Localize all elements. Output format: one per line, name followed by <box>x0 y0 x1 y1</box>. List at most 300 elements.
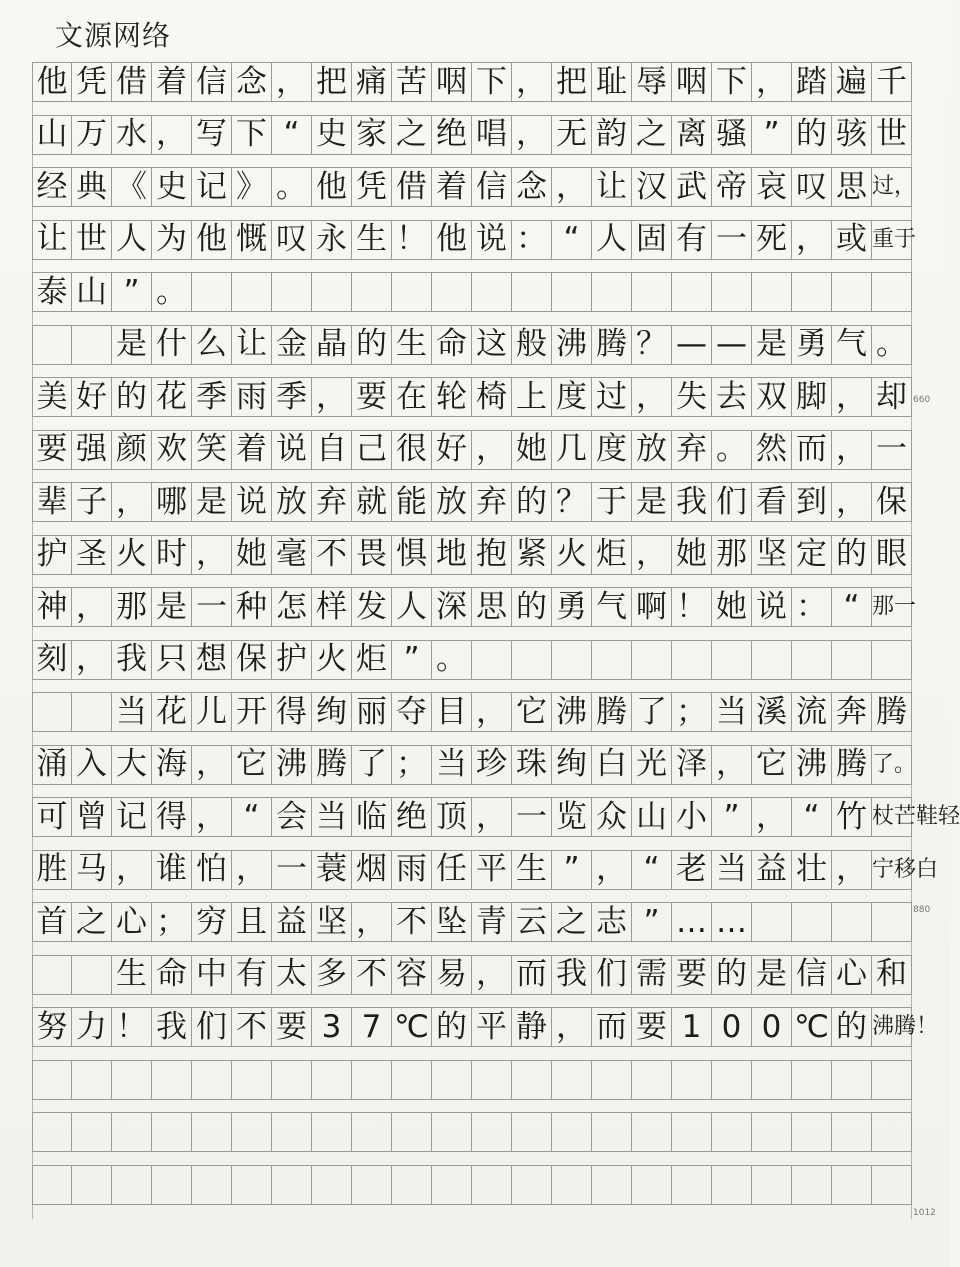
grid-cell: 深 <box>432 587 472 627</box>
grid-cell: 临 <box>352 797 392 837</box>
grid-cell: 他 <box>432 220 472 260</box>
grid-cell: 的 <box>512 587 552 627</box>
grid-cell <box>232 272 272 312</box>
grid-cell: 腾 <box>592 325 632 365</box>
grid-cell: 能 <box>392 482 432 522</box>
grid-cell: 上 <box>512 377 552 417</box>
grid-row <box>32 1007 939 1061</box>
grid-cell: 勇 <box>792 325 832 365</box>
grid-cell: 哀 <box>752 167 792 207</box>
grid-cell <box>592 272 632 312</box>
grid-cell <box>512 640 552 680</box>
grid-cell: 子 <box>72 482 112 522</box>
grid-cell <box>512 272 552 312</box>
grid-cell: 要 <box>672 955 712 995</box>
grid-cell: 典 <box>72 167 112 207</box>
grid-cell: 心 <box>112 902 152 942</box>
grid-cell: ； <box>392 745 432 785</box>
grid-cell: 心 <box>832 955 872 995</box>
grid-cell: 慨 <box>232 220 272 260</box>
grid-cell <box>712 1060 752 1100</box>
grid-cell <box>432 1112 472 1152</box>
grid-cell: 帝 <box>712 167 752 207</box>
grid-cell: 0 <box>712 1007 752 1047</box>
grid-cell <box>752 1060 792 1100</box>
grid-cell: ， <box>832 430 872 470</box>
grid-cell: — <box>672 325 712 365</box>
grid-cell <box>712 1112 752 1152</box>
grid-cell: 得 <box>152 797 192 837</box>
grid-cell: ， <box>472 692 512 732</box>
grid-cell <box>232 1112 272 1152</box>
grid-cell: 弃 <box>312 482 352 522</box>
grid-cell: 她 <box>712 587 752 627</box>
grid-cell: 为 <box>152 220 192 260</box>
grid-cell <box>832 1112 872 1152</box>
grid-cell <box>552 640 592 680</box>
grid-cell <box>192 1165 232 1205</box>
grid-cell: 苦 <box>392 62 432 102</box>
grid-cell: 好 <box>432 430 472 470</box>
grid-cell: 保 <box>872 482 912 522</box>
grid-cell: 命 <box>152 955 192 995</box>
grid-cell: 们 <box>592 955 632 995</box>
grid-cell: 让 <box>32 220 72 260</box>
grid-cell: 却 <box>872 377 912 417</box>
grid-cell: 紧 <box>512 535 552 575</box>
grid-cell: 季 <box>272 377 312 417</box>
grid-cell: 而 <box>792 430 832 470</box>
grid-row <box>32 482 912 536</box>
grid-cell: 经 <box>32 167 72 207</box>
grid-cell <box>312 1112 352 1152</box>
grid-cell: 大 <box>112 745 152 785</box>
grid-cell: 之 <box>552 902 592 942</box>
grid-cell <box>312 272 352 312</box>
grid-cell: 椅 <box>472 377 512 417</box>
grid-cell: 的 <box>832 535 872 575</box>
grid-cell: 儿 <box>192 692 232 732</box>
grid-cell: 信 <box>192 62 232 102</box>
grid-cell <box>312 1165 352 1205</box>
grid-cell: 度 <box>592 430 632 470</box>
grid-cell: 人 <box>112 220 152 260</box>
grid-cell: 的 <box>352 325 392 365</box>
grid-cell: 毫 <box>272 535 312 575</box>
grid-cell: 记 <box>192 167 232 207</box>
grid-cell: ， <box>192 535 232 575</box>
grid-cell: 放 <box>432 482 472 522</box>
grid-cell <box>712 1165 752 1205</box>
grid-cell: 他 <box>192 220 232 260</box>
grid-cell: 骇 <box>832 115 872 155</box>
grid-cell: 它 <box>512 692 552 732</box>
grid-cell <box>392 1060 432 1100</box>
grid-cell <box>352 1165 392 1205</box>
grid-cell: 花 <box>152 692 192 732</box>
grid-cell <box>752 902 792 942</box>
grid-cell: 青 <box>472 902 512 942</box>
grid-cell: ， <box>312 377 352 417</box>
grid-cell: 颜 <box>112 430 152 470</box>
grid-row <box>32 745 917 799</box>
grid-cell: 耻 <box>592 62 632 102</box>
grid-cell: 说 <box>472 220 512 260</box>
grid-cell <box>792 1060 832 1100</box>
grid-cell: ， <box>512 115 552 155</box>
grid-cell: 顶 <box>432 797 472 837</box>
grid-cell: 珍 <box>472 745 512 785</box>
grid-cell: 。 <box>272 167 312 207</box>
grid-cell: 踏 <box>792 62 832 102</box>
grid-cell: ， <box>832 482 872 522</box>
grid-cell: 下 <box>232 115 272 155</box>
grid-cell: 不 <box>352 955 392 995</box>
grid-cell: ， <box>552 167 592 207</box>
grid-cell: 下 <box>472 62 512 102</box>
grid-cell: 而 <box>592 1007 632 1047</box>
grid-cell <box>752 1112 792 1152</box>
grid-cell: 放 <box>272 482 312 522</box>
grid-cell: 强 <box>72 430 112 470</box>
grid-cell: 平 <box>472 1007 512 1047</box>
grid-cell: 夺 <box>392 692 432 732</box>
grid-cell: 腾 <box>592 692 632 732</box>
grid-cell <box>832 902 872 942</box>
grid-cell: 时 <box>152 535 192 575</box>
grid-cell: 是 <box>152 587 192 627</box>
grid-row <box>32 115 912 169</box>
grid-cell <box>792 640 832 680</box>
grid-cell: ， <box>632 377 672 417</box>
grid-cell: 弃 <box>472 482 512 522</box>
grid-cell: 沸 <box>552 692 592 732</box>
grid-cell: 骚 <box>712 115 752 155</box>
grid-cell: 轮 <box>432 377 472 417</box>
grid-cell: 下 <box>712 62 752 102</box>
grid-cell <box>72 692 112 732</box>
grid-cell <box>72 1060 112 1100</box>
grid-cell: 沸 <box>272 745 312 785</box>
grid-cell: 叹 <box>792 167 832 207</box>
grid-cell: 永 <box>312 220 352 260</box>
grid-cell: 奔 <box>832 692 872 732</box>
grid-cell: 离 <box>672 115 712 155</box>
grid-cell: 绝 <box>432 115 472 155</box>
grid-cell: 火 <box>112 535 152 575</box>
grid-cell: 沸 <box>552 325 592 365</box>
grid-cell: 绚 <box>312 692 352 732</box>
grid-cell: 马 <box>72 850 112 890</box>
grid-cell: 努 <box>32 1007 72 1047</box>
grid-cell: 多 <box>312 955 352 995</box>
grid-cell <box>272 1060 312 1100</box>
grid-cell: 花 <box>152 377 192 417</box>
grid-cell: 小 <box>672 797 712 837</box>
grid-cell: 啊 <box>632 587 672 627</box>
grid-cell <box>632 640 672 680</box>
grid-cell: ” <box>112 272 152 312</box>
grid-cell <box>672 640 712 680</box>
grid-cell: 的 <box>512 482 552 522</box>
grid-cell: 这 <box>472 325 512 365</box>
grid-cell: 命 <box>432 325 472 365</box>
grid-cell: ！ <box>672 587 712 627</box>
grid-cell <box>472 1112 512 1152</box>
grid-cell <box>752 640 792 680</box>
grid-cell: 想 <box>192 640 232 680</box>
grid-cell: 眼 <box>872 535 912 575</box>
grid-cell <box>592 1165 632 1205</box>
grid-cell: 记 <box>112 797 152 837</box>
grid-cell: 要 <box>272 1007 312 1047</box>
grid-cell: 失 <box>672 377 712 417</box>
grid-cell: 我 <box>552 955 592 995</box>
grid-cell: 或 <box>832 220 872 260</box>
grid-row <box>32 377 912 431</box>
grid-cell: 当 <box>712 692 752 732</box>
grid-cell: 竹 <box>832 797 872 837</box>
grid-cell <box>352 272 392 312</box>
grid-row <box>32 640 912 694</box>
grid-cell: 生 <box>112 955 152 995</box>
grid-cell: 了 <box>632 692 672 732</box>
grid-cell: 辈 <box>32 482 72 522</box>
grid-cell: 那一 <box>872 587 912 627</box>
grid-cell: 度 <box>552 377 592 417</box>
grid-cell: 他 <box>32 62 72 102</box>
grid-cell: … <box>712 902 752 942</box>
grid-cell: 水 <box>112 115 152 155</box>
grid-cell: 很 <box>392 430 432 470</box>
grid-cell <box>672 1165 712 1205</box>
grid-cell: 于 <box>592 482 632 522</box>
grid-cell: 。 <box>712 430 752 470</box>
grid-cell <box>432 1060 472 1100</box>
grid-cell: 放 <box>632 430 672 470</box>
grid-cell: 她 <box>512 430 552 470</box>
grid-cell <box>392 272 432 312</box>
grid-cell: 涌 <box>32 745 72 785</box>
grid-cell <box>512 1165 552 1205</box>
grid-cell: 中 <box>192 955 232 995</box>
grid-cell: 弃 <box>672 430 712 470</box>
grid-cell: 志 <box>592 902 632 942</box>
grid-cell: 么 <box>192 325 232 365</box>
row-gap <box>32 1205 912 1219</box>
grid-cell: ， <box>512 62 552 102</box>
grid-cell: 己 <box>352 430 392 470</box>
grid-cell: 的 <box>832 1007 872 1047</box>
grid-cell: ” <box>712 797 752 837</box>
grid-cell: 然 <box>752 430 792 470</box>
grid-cell: ， <box>832 377 872 417</box>
grid-cell: 蓑 <box>312 850 352 890</box>
grid-cell: 。 <box>432 640 472 680</box>
grid-cell: 的 <box>432 1007 472 1047</box>
grid-cell: 一 <box>272 850 312 890</box>
grid-cell <box>752 272 792 312</box>
grid-cell <box>552 1060 592 1100</box>
grid-cell: 之 <box>392 115 432 155</box>
grid-cell: 让 <box>592 167 632 207</box>
grid-cell: ， <box>472 797 512 837</box>
grid-cell: “ <box>792 797 832 837</box>
grid-cell <box>832 1060 872 1100</box>
grid-cell: 们 <box>192 1007 232 1047</box>
grid-cell <box>32 325 72 365</box>
grid-cell: ？ <box>632 325 672 365</box>
grid-cell: “ <box>632 850 672 890</box>
grid-cell: 壮 <box>792 850 832 890</box>
grid-cell: ， <box>192 745 232 785</box>
grid-cell: 们 <box>712 482 752 522</box>
grid-cell <box>512 1112 552 1152</box>
grid-cell <box>872 902 912 942</box>
grid-cell: 和 <box>872 955 912 995</box>
grid-cell: 念 <box>512 167 552 207</box>
grid-cell: ， <box>232 850 272 890</box>
grid-cell: 腾 <box>872 692 912 732</box>
grid-cell: 平 <box>472 850 512 890</box>
grid-cell: 韵 <box>592 115 632 155</box>
grid-cell: 借 <box>392 167 432 207</box>
grid-cell: 炬 <box>592 535 632 575</box>
grid-cell <box>112 1165 152 1205</box>
grid-cell: 有 <box>232 955 272 995</box>
grid-cell: 之 <box>632 115 672 155</box>
grid-cell: 自 <box>312 430 352 470</box>
grid-cell: 了 <box>352 745 392 785</box>
grid-cell: 着 <box>152 62 192 102</box>
grid-cell: 。 <box>152 272 192 312</box>
grid-cell: ： <box>512 220 552 260</box>
grid-cell: ， <box>352 902 392 942</box>
grid-row <box>32 430 912 484</box>
grid-cell <box>272 272 312 312</box>
grid-cell: 云 <box>512 902 552 942</box>
grid-cell: 那 <box>712 535 752 575</box>
grid-cell: 过， <box>872 167 912 207</box>
grid-cell: 入 <box>72 745 112 785</box>
grid-cell <box>592 640 632 680</box>
grid-cell <box>632 1060 672 1100</box>
grid-cell: 信 <box>472 167 512 207</box>
grid-cell: 之 <box>72 902 112 942</box>
grid-cell <box>832 272 872 312</box>
grid-cell: 样 <box>312 587 352 627</box>
grid-cell <box>472 1165 512 1205</box>
grid-cell: 保 <box>232 640 272 680</box>
grid-cell: 固 <box>632 220 672 260</box>
header-note: 文源网络 <box>55 19 172 52</box>
grid-cell: 当 <box>432 745 472 785</box>
grid-cell: 在 <box>392 377 432 417</box>
grid-cell: 绚 <box>552 745 592 785</box>
grid-cell: 众 <box>592 797 632 837</box>
grid-cell: ， <box>472 430 512 470</box>
grid-cell: 信 <box>792 955 832 995</box>
grid-cell: 沸 <box>792 745 832 785</box>
grid-cell: 要 <box>632 1007 672 1047</box>
grid-cell: 雨 <box>392 850 432 890</box>
grid-row <box>32 850 939 904</box>
margin-mark-1012: 1012 <box>913 1208 936 1218</box>
grid-cell: ！ <box>392 220 432 260</box>
grid-cell: 老 <box>672 850 712 890</box>
grid-cell <box>632 272 672 312</box>
grid-cell: 目 <box>432 692 472 732</box>
grid-cell: 曾 <box>72 797 112 837</box>
grid-cell: 坚 <box>752 535 792 575</box>
margin-mark-880: 880 <box>913 905 931 915</box>
grid-cell: 杖芒鞋轻 <box>872 797 912 837</box>
grid-cell: “ <box>272 115 312 155</box>
grid-cell: 凭 <box>72 62 112 102</box>
grid-cell: 宁移白 <box>872 850 912 890</box>
grid-cell: 就 <box>352 482 392 522</box>
grid-cell: 炬 <box>352 640 392 680</box>
grid-cell: 欢 <box>152 430 192 470</box>
grid-cell: 白 <box>592 745 632 785</box>
grid-cell: 万 <box>72 115 112 155</box>
grid-cell: ？ <box>552 482 592 522</box>
grid-cell <box>552 1112 592 1152</box>
grid-cell <box>152 1060 192 1100</box>
grid-cell: 可 <box>32 797 72 837</box>
grid-cell <box>872 1112 912 1152</box>
grid-cell: 把 <box>552 62 592 102</box>
grid-cell <box>72 325 112 365</box>
grid-cell: “ <box>832 587 872 627</box>
grid-cell: ， <box>752 62 792 102</box>
grid-cell <box>632 1165 672 1205</box>
grid-cell <box>32 692 72 732</box>
grid-cell <box>392 1112 432 1152</box>
grid-cell: 是 <box>112 325 152 365</box>
grid-cell: 怎 <box>272 587 312 627</box>
grid-cell: 山 <box>32 115 72 155</box>
grid-cell: 无 <box>552 115 592 155</box>
grid-cell: 烟 <box>352 850 392 890</box>
grid-cell: 0 <box>752 1007 792 1047</box>
grid-cell: 是 <box>752 955 792 995</box>
grid-cell: 人 <box>392 587 432 627</box>
grid-cell: 哪 <box>152 482 192 522</box>
grid-cell: 光 <box>632 745 672 785</box>
grid-cell: “ <box>552 220 592 260</box>
grid-cell: 气 <box>832 325 872 365</box>
grid-cell: 它 <box>232 745 272 785</box>
grid-cell: 死 <box>752 220 792 260</box>
grid-cell <box>272 1112 312 1152</box>
grid-cell: 开 <box>232 692 272 732</box>
grid-cell: 一 <box>512 797 552 837</box>
grid-cell <box>672 1112 712 1152</box>
grid-row <box>32 167 917 221</box>
grid-cell: 发 <box>352 587 392 627</box>
grid-cell: ， <box>632 535 672 575</box>
grid-cell: 是 <box>192 482 232 522</box>
grid-cell: “ <box>232 797 272 837</box>
grid-row <box>32 955 912 1009</box>
grid-cell <box>32 1112 72 1152</box>
grid-cell: 金 <box>272 325 312 365</box>
margin-mark-660: 660 <box>913 395 931 405</box>
grid-cell: 遍 <box>832 62 872 102</box>
grid-cell: 只 <box>152 640 192 680</box>
grid-cell: 人 <box>592 220 632 260</box>
